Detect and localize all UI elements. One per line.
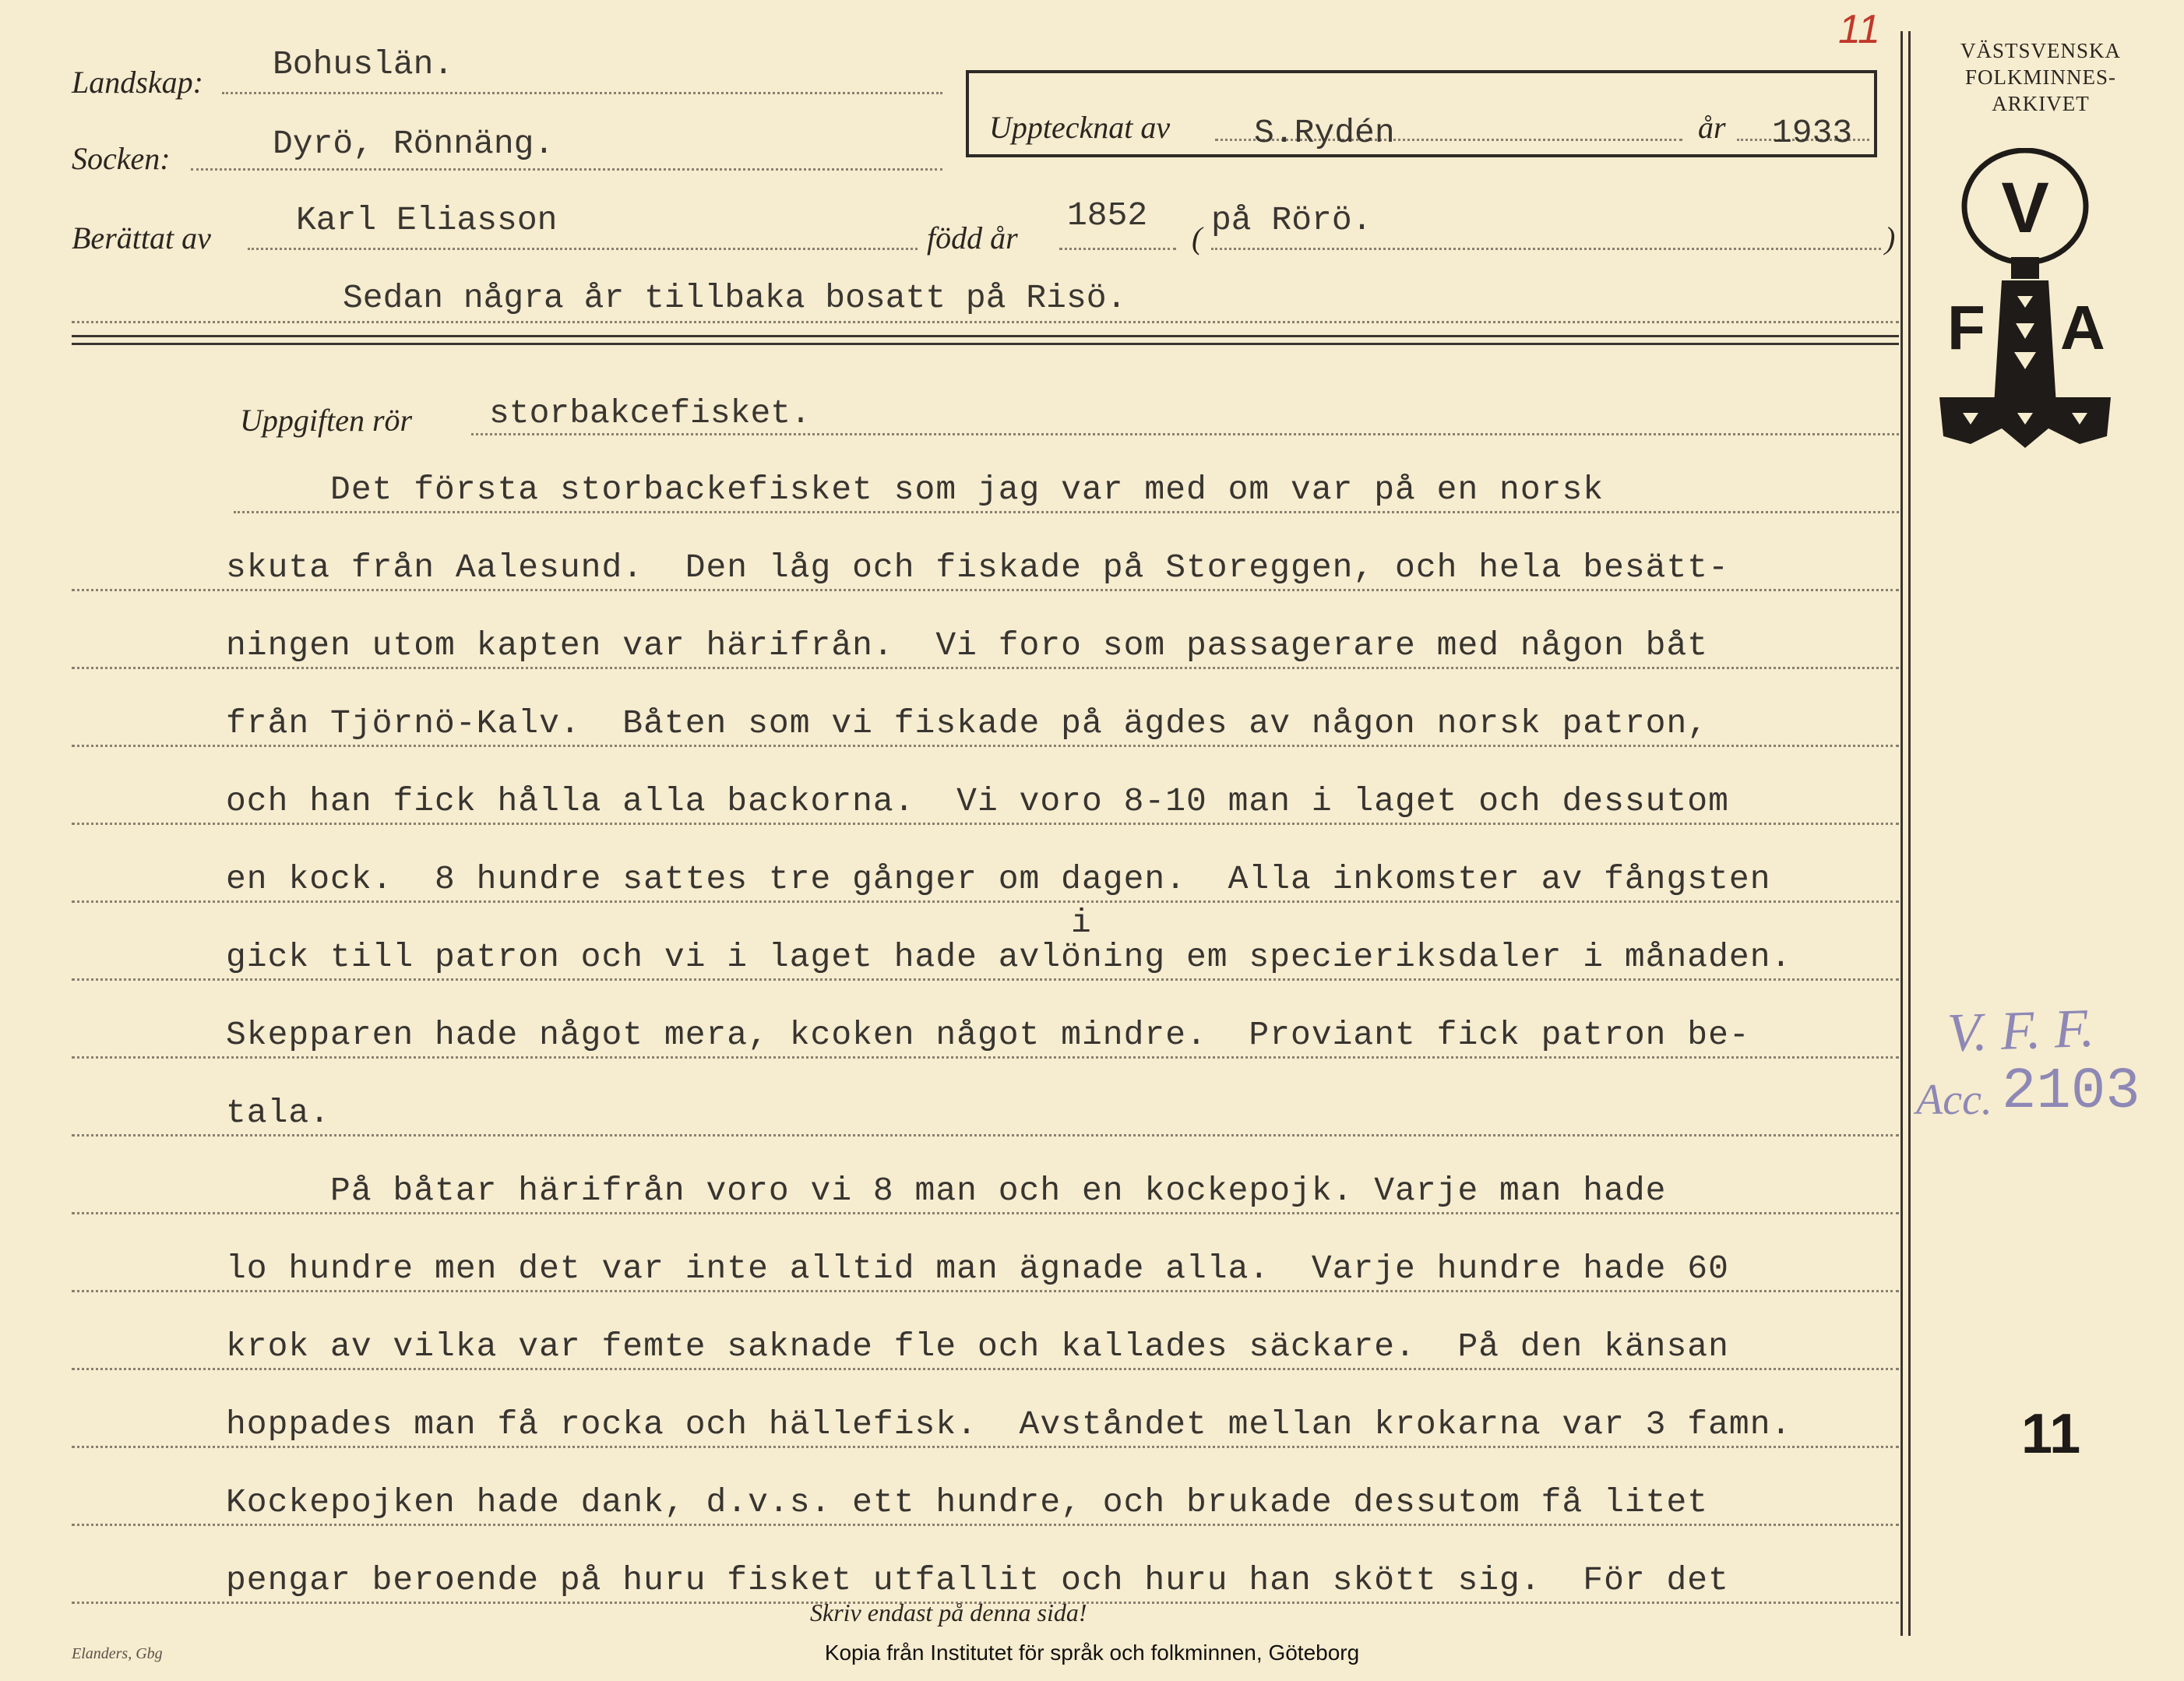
fodd-paren-close: ) xyxy=(1885,220,1896,255)
printer-mark: Elanders, Gbg xyxy=(72,1645,163,1662)
line-rule xyxy=(72,745,1899,747)
line-rule xyxy=(72,823,1899,825)
body-line: Skepparen hade något mera, kcoken något mindre. Proviant fick patron be- xyxy=(226,1016,1750,1054)
body-line: krok av vilka var femte saknade fle och kallades säckare. På den känsan xyxy=(226,1327,1729,1366)
residence-dotline xyxy=(72,321,1899,323)
page-number: 11 xyxy=(2021,1403,2081,1465)
vff-stamp: V. F. F. xyxy=(1946,998,2095,1064)
body-line: tala. xyxy=(226,1094,331,1132)
acc-number: 2103 xyxy=(2002,1059,2140,1125)
landskap-dotline xyxy=(222,92,942,94)
line-rule xyxy=(72,589,1899,591)
line-rule xyxy=(72,1056,1899,1059)
socken-value: Dyrö, Rönnäng. xyxy=(273,125,555,163)
vfa-logo-icon xyxy=(1924,148,2126,460)
archive-name xyxy=(1924,37,2158,117)
subject-label: Uppgiften rör xyxy=(240,403,413,438)
fodd-paren-open: ( xyxy=(1192,220,1203,255)
berattat-value: Karl Eliasson xyxy=(296,201,558,239)
body-line: Det första storbackefisket som jag var med om var på en norsk xyxy=(226,470,1605,509)
footer-instruction: Skriv endast på denna sida! xyxy=(810,1598,1087,1626)
upptecknat-value: S.Rydén xyxy=(1254,114,1395,152)
line-rule xyxy=(72,1290,1899,1292)
body-line: ningen utom kapten var härifrån. Vi foro som passagerare med någon båt xyxy=(226,626,1709,664)
socken-label: Socken: xyxy=(72,141,171,176)
line-rule xyxy=(72,1134,1899,1137)
acc-label: Acc. xyxy=(1916,1076,1992,1124)
body-line: och han fick hålla alla backorna. Vi voro 8-10 man i laget och dessutom xyxy=(226,782,1729,820)
line-rule xyxy=(72,978,1899,981)
body-line: hoppades man få rocka och hällefisk. Avståndet mellan krokarna var 3 famn. xyxy=(226,1405,1792,1443)
page-mark-red: 11 xyxy=(1838,7,1880,52)
archive-line-3: ARKIVET xyxy=(1992,92,2090,115)
svg-text:V: V xyxy=(2001,168,2049,248)
subject-value: storbakcefisket. xyxy=(489,394,811,432)
line-rule xyxy=(234,511,1899,513)
line-rule xyxy=(72,900,1899,903)
margin-rule-1 xyxy=(1900,31,1903,1636)
svg-text:A: A xyxy=(2060,293,2105,362)
body-line: pengar beroende på huru fisket utfallit och huru han skött sig. För det xyxy=(226,1561,1729,1599)
copy-note: Kopia från Institutet för språk och folkminnen, Göteborg xyxy=(824,1640,1360,1665)
interlinear-insertion: i xyxy=(1071,904,1092,942)
archive-line-2: FOLKMINNES- xyxy=(1964,65,2116,89)
body-line: Kockepojken hade dank, d.v.s. ett hundre, och brukade dessutom få litet xyxy=(226,1483,1709,1521)
svg-text:F: F xyxy=(1947,293,1985,362)
body-line: skuta från Aalesund. Den låg och fiskade på Storeggen, och hela besätt- xyxy=(226,548,1729,587)
subject-dotline xyxy=(471,433,1899,435)
fodd-place-dotline xyxy=(1211,248,1881,250)
landskap-value: Bohuslän. xyxy=(273,45,454,83)
berattat-dotline xyxy=(248,248,918,250)
fodd-label: född år xyxy=(927,220,1018,255)
body-line: en kock. 8 hundre sattes tre gånger om dagen. Alla inkomster av fångsten xyxy=(226,860,1771,898)
upptecknat-label: Upptecknat av xyxy=(989,110,1171,145)
body-line: lo hundre men det var inte alltid man ägnade alla. Varje hundre hade 60 xyxy=(226,1249,1729,1288)
landskap-label: Landskap: xyxy=(72,65,203,100)
residence-note: Sedan några år tillbaka bosatt på Risö. xyxy=(343,279,1127,317)
archive-line-1: VÄSTSVENSKA xyxy=(1960,39,2122,62)
header-rule-1 xyxy=(72,335,1899,337)
ar-value: 1933 xyxy=(1772,114,1853,152)
margin-rule-2 xyxy=(1908,31,1911,1636)
ar-label: år xyxy=(1698,110,1726,145)
line-rule xyxy=(72,1368,1899,1370)
fodd-place: på Rörö. xyxy=(1211,201,1372,239)
line-rule xyxy=(72,1446,1899,1448)
body-line: På båtar härifrån voro vi 8 man och en kockepojk. Varje man hade xyxy=(226,1172,1667,1210)
fodd-value: 1852 xyxy=(1067,196,1148,234)
header-rule-2 xyxy=(72,343,1899,345)
socken-dotline xyxy=(191,168,942,171)
line-rule xyxy=(72,667,1899,669)
fodd-dotline xyxy=(1059,248,1176,250)
line-rule xyxy=(72,1524,1899,1526)
berattat-label: Berättat av xyxy=(72,220,211,255)
line-rule xyxy=(72,1212,1899,1214)
body-line: gick till patron och vi i laget hade avlöning em specieriksdaler i månaden. xyxy=(226,938,1792,976)
body-line: från Tjörnö-Kalv. Båten som vi fiskade på ägdes av någon norsk patron, xyxy=(226,704,1709,742)
